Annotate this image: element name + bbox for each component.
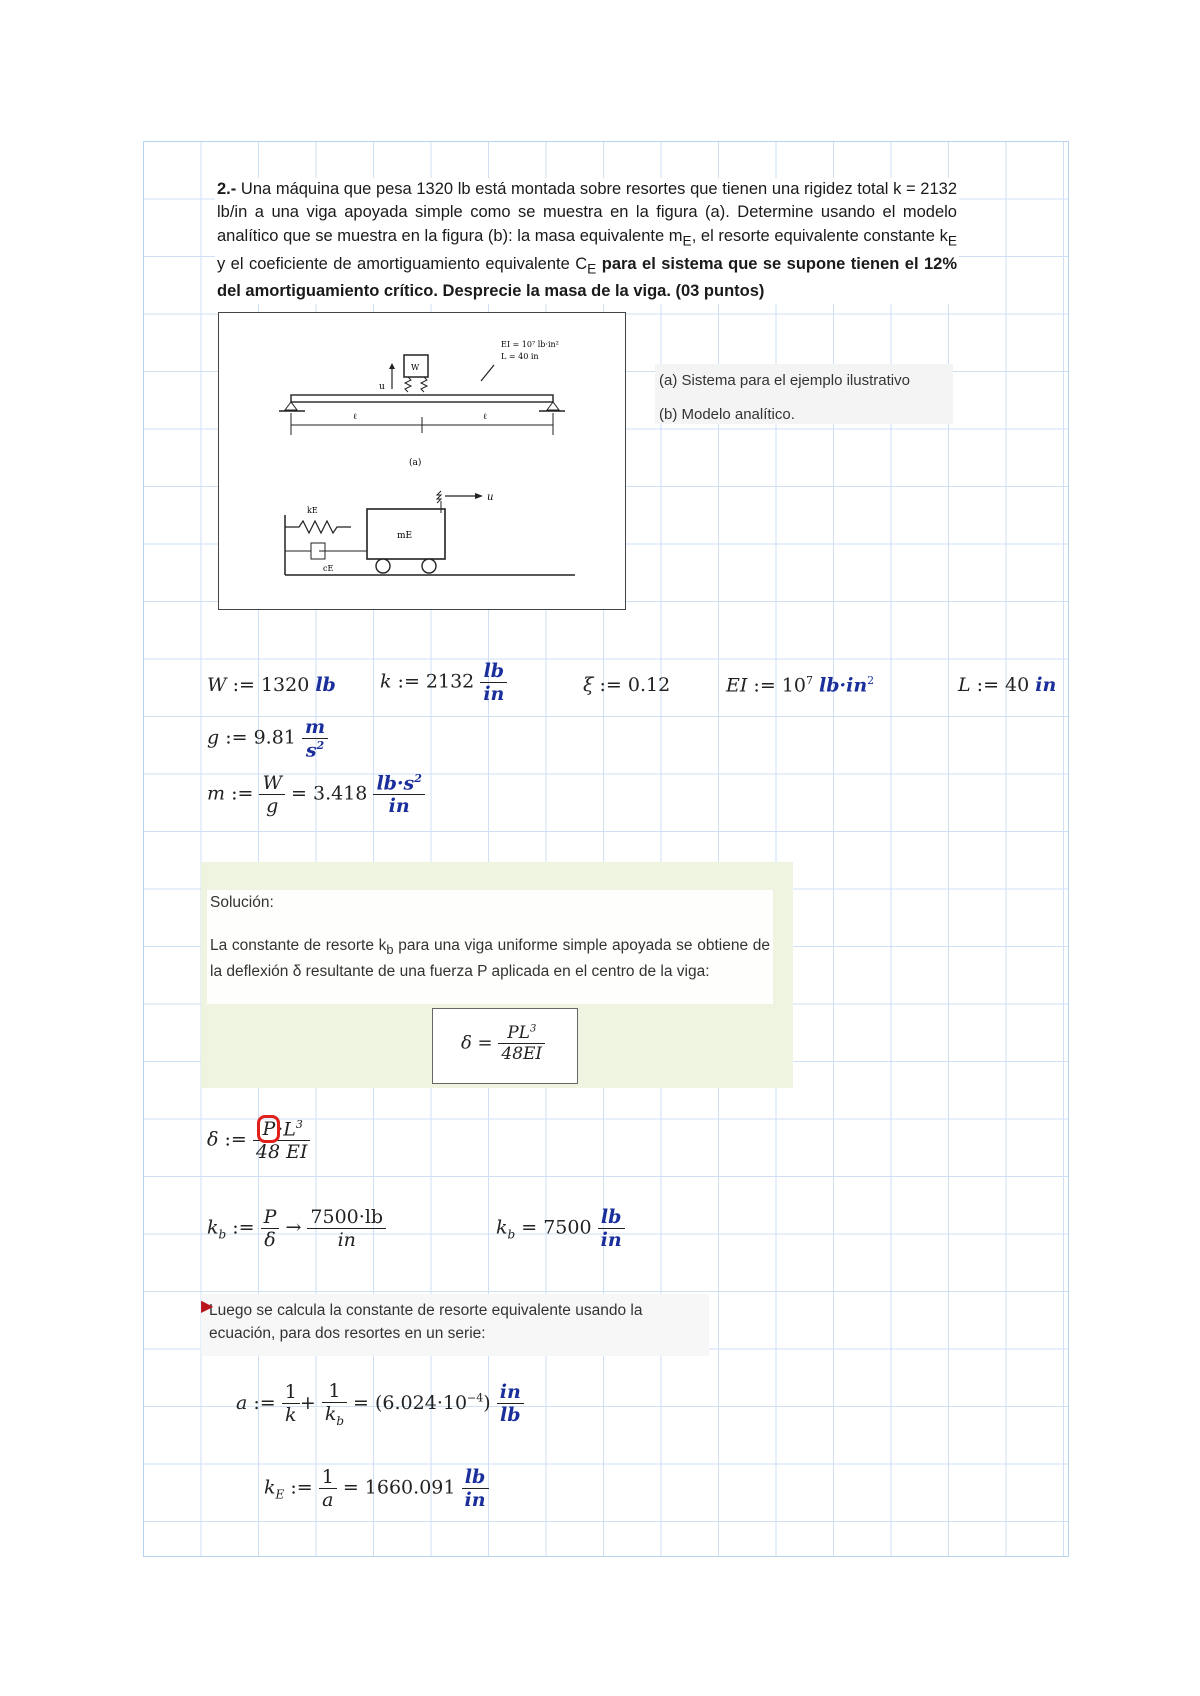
- a-t1-den: k: [285, 1404, 297, 1427]
- mass-equation: m := $\frac{W}{g}$ = 3.418 $\frac{lb\cdot s^2}{in}$: [207, 772, 425, 817]
- a-t1-num: 1: [282, 1381, 300, 1404]
- given-l: L := 40 in: [958, 674, 1057, 696]
- highlighted-p[interactable]: P: [262, 1118, 276, 1141]
- formula-num: PL: [507, 1023, 530, 1043]
- m-num: W: [259, 772, 285, 795]
- w-unit: lb: [315, 674, 336, 696]
- w-value: 1320: [260, 674, 310, 696]
- ke-num: 1: [319, 1466, 337, 1489]
- given-k: k := 2132 $\frac{lb}{in}$: [380, 660, 507, 705]
- given-g: g := 9.81 $\frac{m}{s^2}$: [207, 716, 328, 761]
- problem-points: 03 puntos): [681, 282, 765, 301]
- ke-label: kE: [307, 506, 318, 515]
- formula-den: 48EI: [501, 1044, 543, 1064]
- figure-caption: [655, 364, 953, 424]
- xi-value: 0.12: [627, 674, 671, 696]
- m-name: m: [207, 782, 226, 805]
- kb-sym-num: 7500·lb: [307, 1206, 386, 1229]
- k-value: 2132: [425, 670, 475, 693]
- beam: [291, 395, 553, 402]
- a-t2-num: 1: [322, 1380, 347, 1403]
- m-unit-num: lb·s: [376, 772, 415, 795]
- a-unit-num: in: [497, 1381, 524, 1404]
- svg-text:ℓ: ℓ: [353, 412, 357, 421]
- l-label: L = 40 in: [501, 352, 539, 361]
- g-unit-num: m: [302, 716, 328, 739]
- m-unit-num-exp: 2: [414, 772, 422, 785]
- ei-base: 10: [781, 674, 806, 697]
- kb-result-sub: b: [507, 1227, 516, 1242]
- ei-name: EI: [726, 674, 748, 697]
- given-xi: ξ := 0.12: [583, 674, 671, 696]
- w-name: W: [207, 674, 227, 696]
- m-den: g: [266, 795, 279, 818]
- ce-label: cE: [323, 564, 334, 573]
- xi-name: ξ: [583, 674, 594, 696]
- ke-den: a: [322, 1489, 334, 1511]
- kb-lhs: k: [207, 1216, 219, 1239]
- ke-unit-num: lb: [462, 1466, 489, 1489]
- series-springs-note: [201, 1294, 709, 1356]
- m-unit-den: in: [388, 795, 410, 818]
- kb-result: $k_b = 7500$ $\frac{lb}{in}$: [496, 1206, 625, 1251]
- formula-lhs: δ =: [461, 1032, 493, 1054]
- problem-number: 2.-: [217, 180, 237, 198]
- beam-figure: [218, 312, 626, 610]
- ei-label: EI = 10⁷ lb·in²: [501, 340, 559, 349]
- ei-unit: lb·in: [819, 674, 868, 697]
- a-lhs: a: [236, 1391, 248, 1414]
- sub-e-2: E: [947, 233, 957, 249]
- given-ei: EI := $10^7$ $lb\cdot in^2$: [726, 674, 875, 697]
- solution-sub: b: [386, 941, 394, 957]
- ke-equation: $k_E$ := $\frac{1}{a}$ = 1660.091 $\frac{lb}{in}$: [264, 1466, 489, 1511]
- label-a: (a): [409, 458, 422, 468]
- problem-text-2: , el resorte equivalente constante k: [691, 226, 948, 245]
- problem-text-4: para el sistema que se supone tienen el 12% del amortiguamiento crítico. Desprecie la masa de la viga. (: [217, 254, 958, 301]
- kb-lhs-sub: b: [218, 1227, 227, 1242]
- deflection-formula-box: [432, 1008, 578, 1084]
- formula-num-exp: 3: [529, 1023, 537, 1035]
- kb-sym-den: in: [337, 1229, 356, 1251]
- k-name: k: [380, 670, 392, 693]
- u-label: u: [379, 382, 385, 392]
- me-label: mE: [397, 531, 413, 541]
- kb-num: P: [261, 1206, 280, 1229]
- kb-result-value: 7500: [543, 1216, 592, 1239]
- delta-lhs: δ: [207, 1128, 219, 1151]
- ke-result: 1660.091: [364, 1476, 456, 1499]
- g-value: 9.81: [253, 726, 296, 749]
- l-value: 40: [1005, 674, 1030, 696]
- m-result: 3.418: [312, 782, 368, 805]
- w-label: W: [411, 363, 420, 372]
- problem-statement: [215, 178, 959, 304]
- problem-text: Una máquina que pesa 1320 lb está montada sobre resortes que tienen una rigidez total k = 2132 lb/in a una viga apoyada simple como se muestra en la figura (a). Determine usando el modelo analítico que se muestra en la figura (b): la masa equivalente m: [217, 180, 957, 245]
- ei-exp: 7: [805, 674, 813, 687]
- a-result-close: ): [483, 1391, 491, 1414]
- solution-title: Solución:: [210, 894, 274, 911]
- caption-a: (a) Sistema para el ejemplo ilustrativo: [659, 372, 910, 389]
- problem-text-3: y el coeficiente de amortiguamiento equivalente C: [217, 254, 588, 273]
- beam-diagram: [219, 313, 625, 609]
- a-result: (6.024·10: [375, 1391, 468, 1414]
- delta-num-rest: ·L: [277, 1118, 296, 1141]
- ke-lhs: k: [264, 1476, 276, 1499]
- a-t2-den-sub: b: [336, 1413, 345, 1428]
- ke-lhs-sub: E: [275, 1487, 285, 1502]
- a-result-exp: −4: [467, 1391, 484, 1405]
- given-w: W := 1320 lb: [207, 674, 336, 696]
- k-unit-den: in: [483, 683, 505, 705]
- ei-unit-exp: 2: [867, 674, 875, 687]
- sub-e-1: E: [682, 233, 692, 249]
- luego-text: Luego se calcula la constante de resorte equivalente usando la ecuación, para dos resortes en un serie:: [209, 1302, 643, 1342]
- ke-unit-den: in: [464, 1489, 486, 1511]
- l-unit: in: [1035, 674, 1057, 696]
- g-unit-den-exp: 2: [316, 739, 325, 752]
- sub-e-3: E: [587, 260, 597, 276]
- kb-unit-num: lb: [598, 1206, 625, 1229]
- g-name: g: [207, 726, 220, 749]
- note-marker-icon: ▶: [201, 1298, 214, 1315]
- caption-b: (b) Modelo analítico.: [659, 406, 795, 423]
- delta-equation: δ := $\frac{P \cdot L^3}{48 EI}$: [207, 1118, 310, 1163]
- kb-equation: $k_b$ := $\frac{P}{\delta}$ → $\frac{7500\cdot lb}{in}$: [207, 1206, 386, 1251]
- u-label-2: u: [487, 492, 494, 503]
- svg-text:ℓ: ℓ: [483, 412, 487, 421]
- kb-unit-den: in: [600, 1229, 622, 1251]
- kb-result-lhs: k: [496, 1216, 508, 1239]
- solution-text-2: para una viga uniforme simple apoyada se obtiene de la deflexión δ resultante de una fuerza P aplicada en el centro de la viga:: [210, 936, 770, 981]
- kb-den: δ: [264, 1229, 276, 1251]
- l-name: L: [958, 674, 971, 696]
- a-unit-den: lb: [500, 1404, 521, 1427]
- a-equation: a := $\frac{1}{k}$ + $\frac{1}{k_b}$ = $(6.024\cdot 10^{-4})$ $\frac{in}{lb}$: [236, 1380, 524, 1428]
- delta-num-exp: 3: [295, 1118, 303, 1131]
- a-t2-den: k: [324, 1403, 337, 1425]
- g-unit-den: s: [305, 739, 317, 762]
- k-unit-num: lb: [480, 660, 507, 683]
- solution-text: [210, 892, 770, 984]
- delta-den: 48 EI: [255, 1141, 308, 1164]
- solution-text-1: La constante de resorte k: [210, 936, 387, 954]
